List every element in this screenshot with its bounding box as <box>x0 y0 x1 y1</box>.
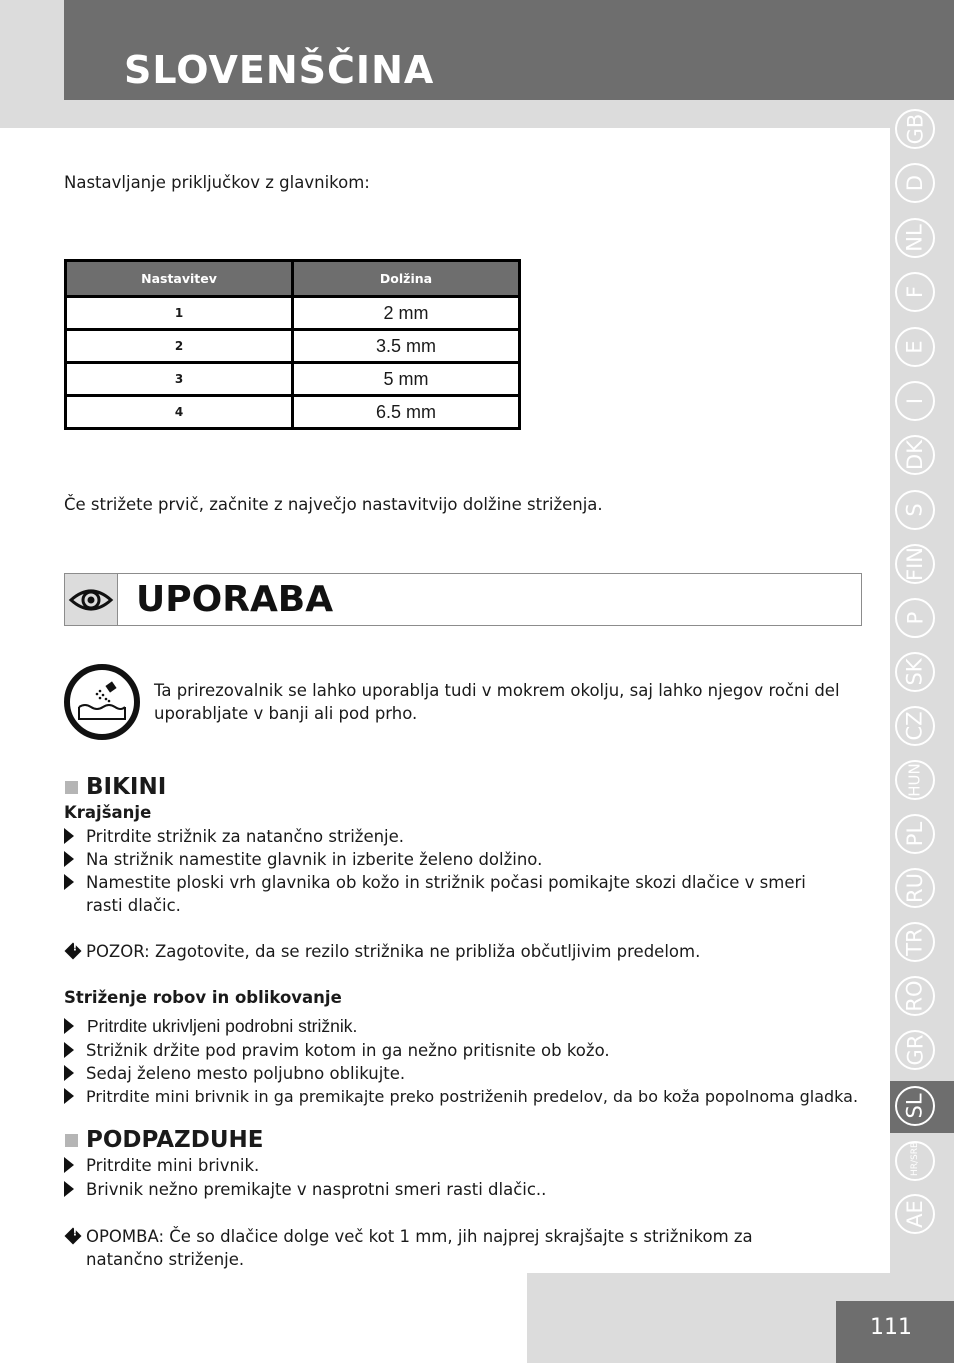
lang-tab-ru[interactable]: RU <box>895 868 935 908</box>
eye-icon <box>65 574 117 625</box>
lang-tab-cz[interactable]: CZ <box>895 706 935 746</box>
uporaba-title: UPORABA <box>136 579 334 620</box>
warning-icon <box>65 1228 82 1245</box>
table-cell-setting: 2 <box>66 330 293 363</box>
arrow-bullet-icon <box>64 1065 74 1081</box>
table-row <box>66 297 520 330</box>
arrow-bullet-icon <box>64 874 74 890</box>
lang-tab-f[interactable]: F <box>895 272 935 312</box>
list-item: Strižnik držite pod pravim kotom in ga nežno pritisnite ob kožo. <box>86 1041 610 1060</box>
table-cell-length: 6.5 mm <box>293 396 520 429</box>
trim-title: Krajšanje <box>64 803 152 822</box>
lang-tab-ae[interactable]: AE <box>895 1194 935 1234</box>
lang-tab-sl[interactable]: SL <box>895 1086 935 1126</box>
square-bullet-icon <box>65 781 78 794</box>
underarm-title: PODPAZDUHE <box>86 1127 264 1153</box>
table-cell-length: 2 mm <box>293 297 520 330</box>
list-item: Pritrdite mini brivnik in ga premikajte preko postriženih predelov, da bo koža popolnoma gladka. <box>86 1087 859 1106</box>
arrow-bullet-icon <box>64 1042 74 1058</box>
arrow-bullet-icon <box>64 1157 74 1173</box>
table-cell-setting: 4 <box>66 396 293 429</box>
lang-tab-d[interactable]: D <box>895 163 935 203</box>
table-cell-setting: 1 <box>66 297 293 330</box>
square-bullet-icon <box>65 1134 78 1147</box>
table-cell-length: 3.5 mm <box>293 330 520 363</box>
list-item: Na strižnik namestite glavnik in izberite želeno dolžino. <box>86 850 543 869</box>
table-row <box>66 396 520 429</box>
table-header-row <box>66 261 520 297</box>
table-header-setting: Nastavitev <box>66 261 293 297</box>
note-line-1: OPOMBA: Če so dlačice dolge več kot 1 mm, jih najprej skrajšajte s strižnikom za <box>86 1227 753 1246</box>
caution-text: POZOR: Zagotovite, da se rezilo strižnika ne približa občutljivim predelom. <box>86 942 701 961</box>
bikini-title: BIKINI <box>86 774 167 800</box>
lang-tab-p[interactable]: P <box>895 598 935 638</box>
wet-use-line-2: uporabljate v banji ali pod prho. <box>154 704 418 723</box>
shower-bath-icon <box>63 663 141 741</box>
lang-tab-pl[interactable]: PL <box>895 814 935 854</box>
arrow-bullet-icon <box>64 828 74 844</box>
list-item: Pritrdite mini brivnik. <box>86 1156 260 1175</box>
lang-tab-fin[interactable]: FIN <box>895 544 935 584</box>
wet-use-line-1: Ta prirezovalnik se lahko uporablja tudi v mokrem okolju, saj lahko njegov ročni del <box>154 681 840 700</box>
lang-tab-dk[interactable]: DK <box>895 435 935 475</box>
table-cell-length: 5 mm <box>293 363 520 396</box>
list-item: Pritrdite ukrivljeni podrobni strižnik. <box>87 1016 358 1036</box>
intro-text: Nastavljanje priključkov z glavnikom: <box>64 173 370 192</box>
table-row <box>66 363 520 396</box>
lang-tab-hr-srb[interactable]: HR/SRB <box>895 1141 935 1181</box>
note-line-2: natančno striženje. <box>86 1250 245 1269</box>
lang-tab-gr[interactable]: GR <box>895 1030 935 1070</box>
table-cell-setting: 3 <box>66 363 293 396</box>
lang-tab-hun[interactable]: HUN <box>895 760 935 800</box>
lang-tab-s[interactable]: S <box>895 490 935 530</box>
edge-trim-title: Striženje robov in oblikovanje <box>64 988 342 1007</box>
lang-tab-i[interactable]: I <box>895 381 935 421</box>
page-title: SLOVENŠČINA <box>124 48 435 92</box>
arrow-bullet-icon <box>64 1018 74 1034</box>
lang-tab-ro[interactable]: RO <box>895 976 935 1016</box>
list-item: Namestite ploski vrh glavnika ob kožo in strižnik počasi pomikajte skozi dlačice v smeri <box>86 873 806 892</box>
list-item: Pritrdite strižnik za natančno striženje. <box>86 827 405 846</box>
list-item: Sedaj želeno mesto poljubno oblikujte. <box>86 1064 406 1083</box>
arrow-bullet-icon <box>64 1088 74 1104</box>
list-item-continuation: rasti dlačic. <box>86 896 181 915</box>
arrow-bullet-icon <box>64 1181 74 1197</box>
arrow-bullet-icon <box>64 851 74 867</box>
lang-tab-e[interactable]: E <box>895 327 935 367</box>
lang-tab-nl[interactable]: NL <box>895 218 935 258</box>
lang-tab-gb[interactable]: GB <box>895 109 935 149</box>
eye-icon-cell <box>64 573 118 626</box>
lang-tab-sk[interactable]: SK <box>895 652 935 692</box>
page-number: 111 <box>870 1315 912 1340</box>
table-row <box>66 330 520 363</box>
list-item: Brivnik nežno premikajte v nasprotni smeri rasti dlačic.. <box>86 1180 547 1199</box>
warning-icon <box>65 943 82 960</box>
table-header-length: Dolžina <box>293 261 520 297</box>
first-time-tip: Če strižete prvič, začnite z največjo nastavitvijo dolžine striženja. <box>64 495 603 514</box>
lang-tab-tr[interactable]: TR <box>895 922 935 962</box>
attachment-table <box>64 259 521 430</box>
